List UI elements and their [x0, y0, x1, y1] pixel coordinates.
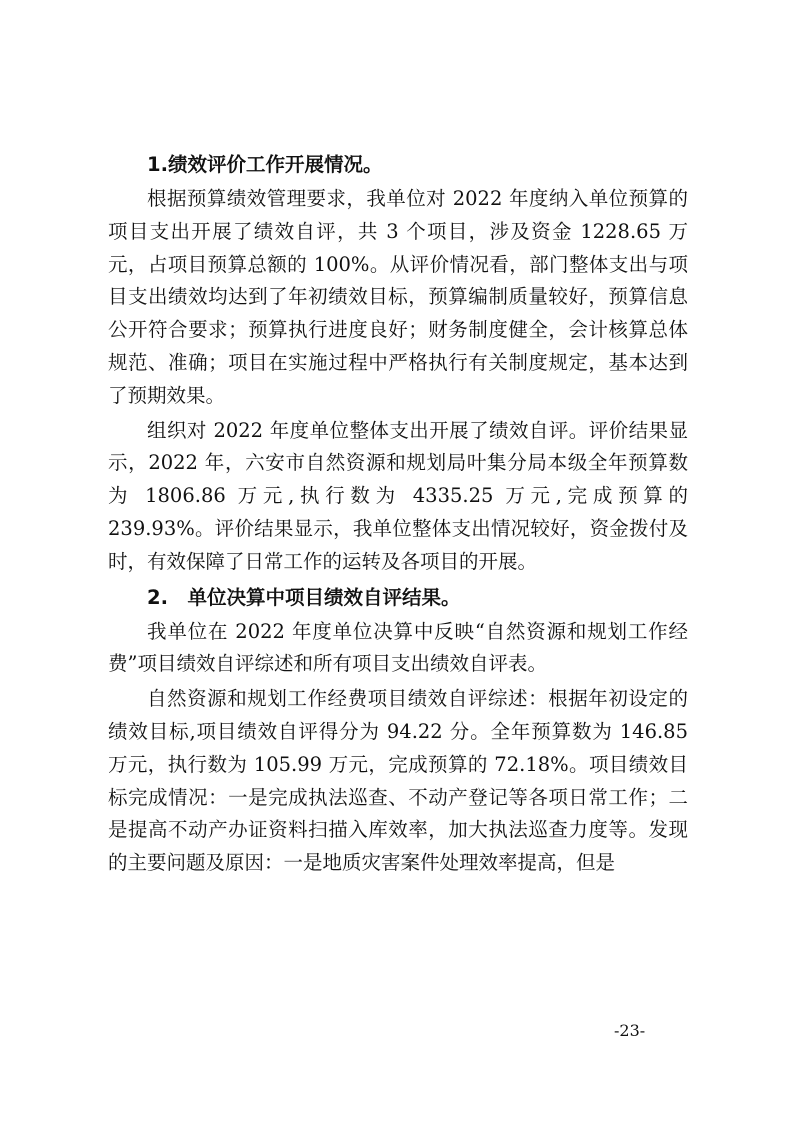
paragraph-project-self-evaluation: 根据预算绩效管理要求，我单位对 2022 年度纳入单位预算的项目支出开展了绩效自评，共 3 个项目，涉及资金 1228.65 万元，占项目预算总额的 100%。从评价情况看，部门整体支出与项目支出绩效均达到了年初绩效目标，预算编制质量较好，预算信息公开符合要求；预算执行进度良好；财务制度健全，会计核算总体规范、准确；项目在实施过程中严格执行有关制度规定，基本达到了预期效果。 [108, 187, 688, 407]
paragraph-work-fund-summary: 自然资源和规划工作经费项目绩效自评综述：根据年初设定的绩效目标,项目绩效自评得分为 94.22 分。全年预算数为 146.85 万元，执行数为 105.99 万元，完成预算的 72.18%。项目绩效目标完成情况：一是完成执法巡查、不动产登记等各项日常工作；二是提高不动产办证资料扫描入库效率，加大执法巡查力度等。发现的主要问题及原因：一是地质灾害案件处理效率提高，但是 [108, 687, 688, 875]
section-heading-performance-evaluation: 1.绩效评价工作开展情况。 [147, 153, 383, 176]
paragraph-overall-expenditure-evaluation: 组织对 2022 年度单位整体支出开展了绩效自评。评价结果显示，2022 年，六安市自然资源和规划局叶集分局本级全年预算数为 1806.86 万元,执行数为 4335.25 万元,完成预算的 239.93%。评价结果显示，我单位整体支出情况较好，资金拨付及时，有效保障了日常工作的运转及各项目的开展。 [108, 418, 688, 573]
paragraph-final-accounts-reflection: 我单位在 2022 年度单位决算中反映“自然资源和规划工作经费”项目绩效自评综述和所有项目支出绩效自评表。 [108, 619, 688, 676]
section-heading-final-accounts-results: 2. 单位决算中项目绩效自评结果。 [147, 585, 461, 609]
document-body [108, 148, 688, 880]
page-number: -23- [614, 1021, 646, 1040]
